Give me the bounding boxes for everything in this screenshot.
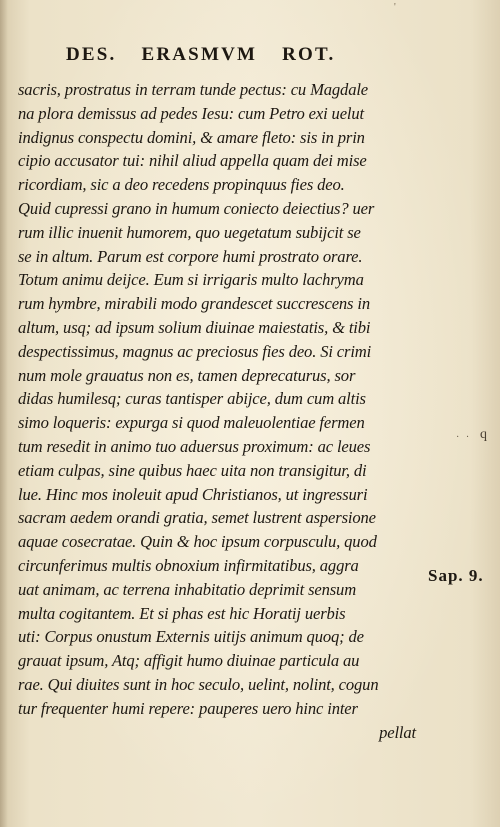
text-line: uti: Corpus onustum Externis uitijs animum quoq; de — [18, 627, 364, 647]
text-line: multa cogitantem. Et si phas est hic Horatij uerbis — [18, 603, 346, 623]
text-line: rae. Qui diuites sunt in hoc seculo, uelint, nolint, cogun — [18, 674, 379, 694]
text-line: altum, usq; ad ipsum solium diuinae maiestatis, & tibi — [18, 317, 371, 337]
text-line: tur frequenter humi repere: pauperes uero hinc inter — [18, 698, 358, 718]
text-line: aquae cosecratae. Quin & hoc ipsum corpusculu, quod — [18, 532, 377, 552]
text-line: grauat ipsum, Atq; affigit humo diuinae particula au — [18, 651, 360, 671]
running-head — [66, 44, 406, 66]
text-line: despectissimus, magnus ac preciosus fies deo. Si crimi — [18, 341, 372, 361]
running-head-word: ROT. — [282, 44, 336, 65]
running-head-word: DES. — [66, 44, 117, 65]
text-line: na plora demissus ad pedes Iesu: cum Petro exi uelut — [18, 103, 364, 123]
text-line: didas humilesq; curas tantisper abijce, dum cum altis — [18, 389, 366, 409]
text-line: uat animam, ac terrena inhabitatio deprimit sensum — [18, 579, 357, 599]
running-head-word: ERASMVM — [141, 44, 258, 65]
catchword: pellat — [379, 722, 416, 742]
text-line: cipio accusator tui: nihil aliud appella quam dei mise — [18, 151, 367, 171]
text-line: etiam culpas, sine quibus haec uita non transigitur, di — [18, 460, 367, 480]
text-line: num mole grauatus non es, tamen deprecaturus, sor — [18, 365, 356, 385]
text-line: sacris, prostratus in terram tunde pectus: cu Magdale — [18, 80, 369, 99]
text-line: Quid cupressi grano in humum coniecto deiectius? uer — [18, 198, 375, 218]
stray-dots: · · — [456, 432, 472, 443]
text-line: rum illic inuenit humorem, quo uegetatum subijcit se — [18, 222, 361, 242]
text-line: circunferimus multis obnoxium infirmitatibus, aggra — [18, 555, 359, 575]
text-line: Totum animu deijce. Eum si irrigaris multo lachryma — [18, 270, 364, 290]
text-line: rum hymbre, mirabili modo grandescet succrescens in — [18, 294, 370, 314]
text-line: lue. Hinc mos inoleuit apud Christianos, ut ingressuri — [18, 484, 368, 504]
text-line: sacram aedem orandi gratia, semet lustrent aspersione — [18, 508, 376, 528]
text-line: simo loqueris: expurga si quod maleuolentiae fermen — [18, 413, 365, 433]
text-line: tum resedit in animo tuo aduersus proximum: ac leues — [18, 436, 371, 456]
text-line: indignus conspectu domini, & amare fleto: sis in prin — [18, 127, 365, 147]
body-text — [18, 78, 448, 744]
text-line: se in altum. Parum est corpore humi prostrato orare. — [18, 246, 363, 266]
gutter-shadow — [0, 0, 8, 827]
corner-mark: ' — [394, 2, 396, 13]
stray-mark: q — [480, 427, 487, 442]
text-line: ricordiam, sic a deo recedens propinquus fies deo. — [18, 175, 345, 195]
margin-note: Sap. 9. — [428, 566, 484, 585]
